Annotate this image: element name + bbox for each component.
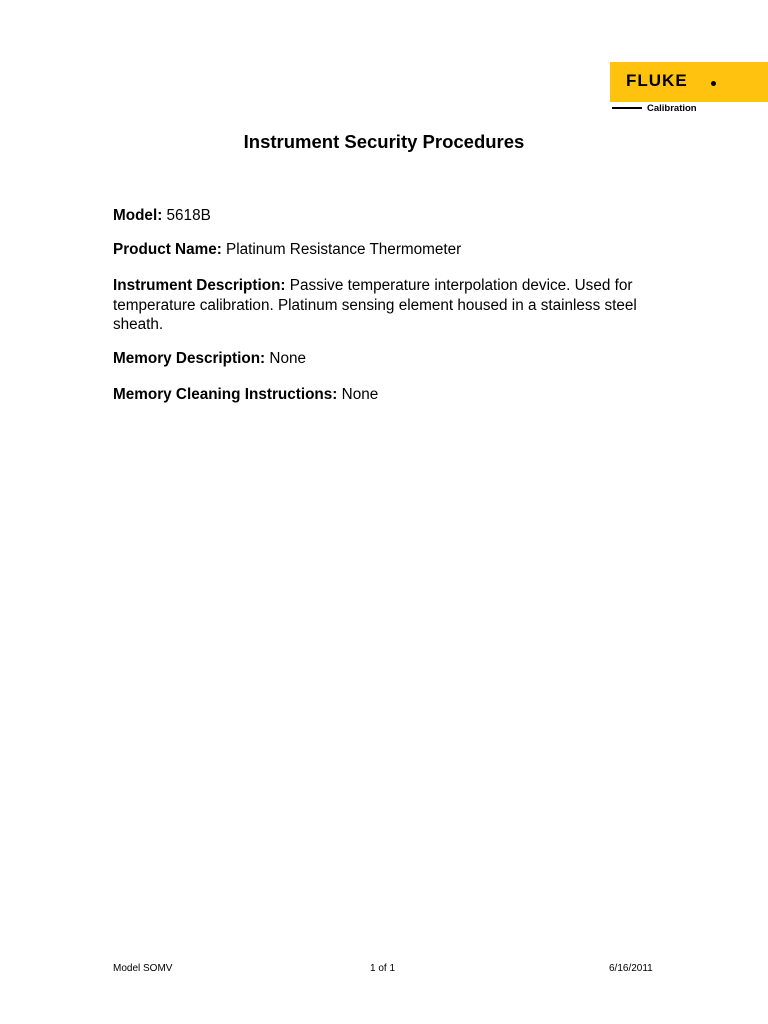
field-memory-description: [113, 349, 653, 369]
fluke-calibration-logo: [610, 62, 768, 116]
field-value: Passive temperature interpolation device. Used for temperature calibration. Platinum sensing element housed in a stainless steel sheath.: [113, 277, 637, 333]
page-title: Instrument Security Procedures: [243, 131, 525, 152]
field-value: 5618B: [166, 207, 211, 224]
footer-date: 6/16/2011: [609, 963, 653, 974]
field-instrument-description: [113, 276, 653, 335]
field-memory-cleaning-instructions: [113, 385, 653, 405]
field-label: Instrument Description:: [113, 277, 286, 294]
footer-page-number: 1 of 1: [370, 963, 396, 974]
field-product-name: [113, 240, 653, 260]
field-label: Model:: [113, 207, 163, 224]
field-value: None: [269, 350, 306, 367]
field-label: Memory Description:: [113, 350, 266, 367]
field-value: None: [341, 386, 379, 403]
field-model: [113, 206, 653, 226]
logo-rule: [612, 107, 642, 109]
field-label: Memory Cleaning Instructions:: [113, 386, 338, 403]
field-value: Platinum Resistance Thermometer: [226, 241, 462, 258]
footer-model: Model SOMV: [113, 963, 173, 974]
registered-mark-icon: [711, 81, 716, 86]
logo-subtitle: Calibration: [647, 103, 697, 114]
field-label: Product Name:: [113, 241, 222, 258]
logo-wordmark: FLUKE: [626, 71, 688, 90]
